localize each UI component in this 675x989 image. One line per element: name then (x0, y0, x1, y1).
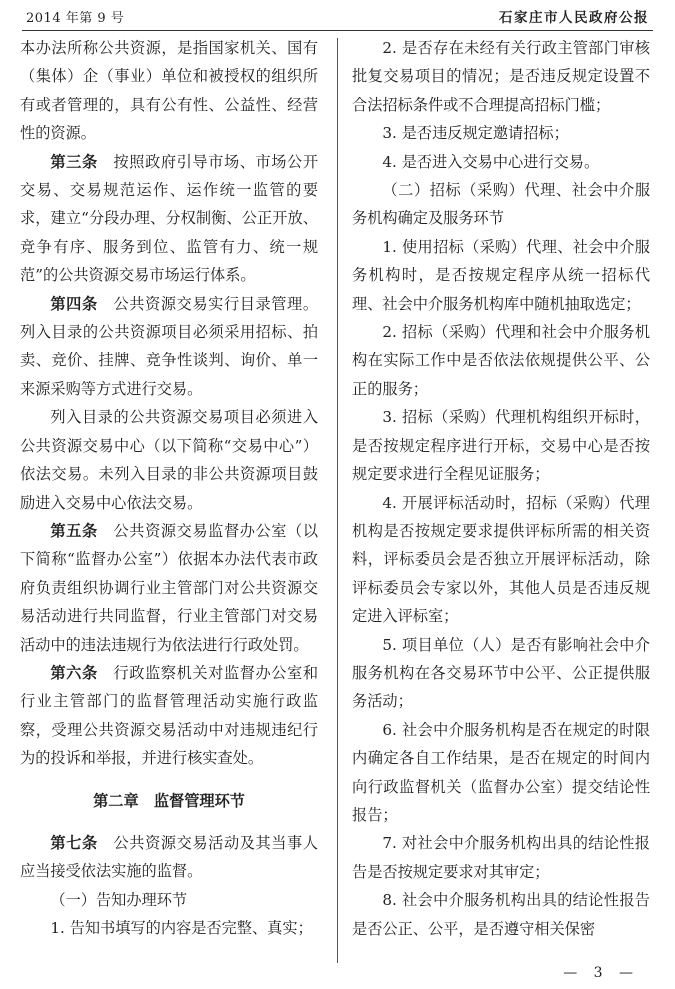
article-text: 公共资源交易实行目录管理。列入目录的公共资源项目必须采用招标、拍卖、竞价、挂牌、竞争性谈判、询价、单一来源采购等方式进行交易。 (20, 294, 319, 398)
paragraph-continuation: 本办法所称公共资源，是指国家机关、国有（集体）企（事业）单位和被授权的组织所有或者管理的，具有公有性、公益性、经营性的资源。 (20, 39, 318, 143)
article-label: 第五条 (50, 521, 98, 540)
left-column (20, 34, 318, 943)
article-paragraph (20, 659, 318, 773)
article-paragraph (20, 290, 318, 404)
right-column (352, 34, 650, 943)
paragraph: 4. 是否进入交易中心进行交易。 (382, 152, 600, 171)
running-header (22, 0, 653, 31)
paragraph: 1. 告知书填写的内容是否完整、真实； (50, 919, 313, 938)
paragraph: 7. 对社会中介服务机构出具的结论性报告是否按规定要求对其审定； (352, 834, 650, 881)
paragraph: （二）招标（采购）代理、社会中介服务机构确定及服务环节 (352, 181, 650, 228)
paragraph: 2. 招标（采购）代理和社会中介服务机构在实际工作中是否依法依规提供公平、公正的服务； (352, 323, 650, 398)
paragraph: 6. 社会中介服务机构是否在规定的时限内确定各自工作结果，是否在规定的时间内向行政监督机关（监督办公室）提交结论性报告； (352, 720, 650, 824)
paragraph: 列入目录的公共资源交易项目必须进入公共资源交易中心（以下简称“交易中心”）依法交易。未列入目录的非公共资源项目鼓励进入交易中心依法交易。 (20, 408, 318, 512)
publication-title: 石家庄市人民政府公报 (499, 10, 649, 26)
article-paragraph (20, 517, 318, 659)
column-divider (337, 38, 338, 963)
article-label: 第三条 (50, 152, 98, 171)
paragraph: 1. 使用招标（采购）代理、社会中介服务机构时，是否按规定程序从统一招标代理、社会中介服务机构库中随机抽取选定； (352, 237, 650, 313)
paragraph: 5. 项目单位（人）是否有影响社会中介服务机构在各交易环节中公平、公正提供服务活动； (352, 635, 650, 711)
article-text: 公共资源交易监督办公室（以下简称“监督办公室”）依据本办法代表市政府负责组织协调行业主管部门对公共资源交易活动进行共同监督，行业主管部门对交易活动中的违法违规行为依法进行行政处罚。 (20, 521, 319, 654)
paragraph: （一）告知办理环节 (50, 890, 188, 909)
paragraph: 3. 招标（采购）代理机构组织开标时，是否按规定程序进行开标，交易中心是否按规定要求进行全程见证服务； (352, 408, 650, 484)
paragraph: 2. 是否存在未经有关行政主管部门审核批复交易项目的情况；是否违反规定设置不合法招标条件或不合理提高招标门槛； (352, 39, 650, 114)
paragraph: 3. 是否违反规定邀请招标； (382, 124, 569, 143)
chapter-heading: 第二章 监督管理环节 (93, 791, 245, 810)
article-text: 行政监察机关对监督办公室和行业主管部门的监督管理活动实施行政监察，受理公共资源交易活动中对违规违纪行为的投诉和举报，并进行核实查处。 (20, 663, 319, 768)
paragraph: 4. 开展评标活动时，招标（采购）代理机构是否按规定要求提供评标所需的相关资料，评标委员会是否独立开展评标活动，除评标委员会专家以外，其他人员是否违反规定进入评标室； (352, 493, 650, 626)
paragraph: 8. 社会中介服务机构出具的结论性报告是否公正、公平，是否遵守相关保密 (352, 891, 650, 938)
article-paragraph (20, 148, 318, 290)
article-paragraph (20, 829, 318, 886)
page-number: — 3 — (563, 965, 639, 981)
article-text: 公共资源交易活动及其当事人应当接受依法实施的监督。 (20, 833, 319, 881)
article-label: 第七条 (50, 833, 98, 852)
article-label: 第四条 (50, 294, 98, 313)
issue-label: 2014 年第 9 号 (26, 11, 125, 26)
article-label: 第六条 (50, 663, 98, 682)
article-text: 按照政府引导市场、市场公开交易、交易规范运作、运作统一监管的要求，建立“分段办理、分权制衡、公正开放、竞争有序、服务到位、监管有力、统一规范”的公共资源交易市场运行体系。 (20, 152, 319, 285)
